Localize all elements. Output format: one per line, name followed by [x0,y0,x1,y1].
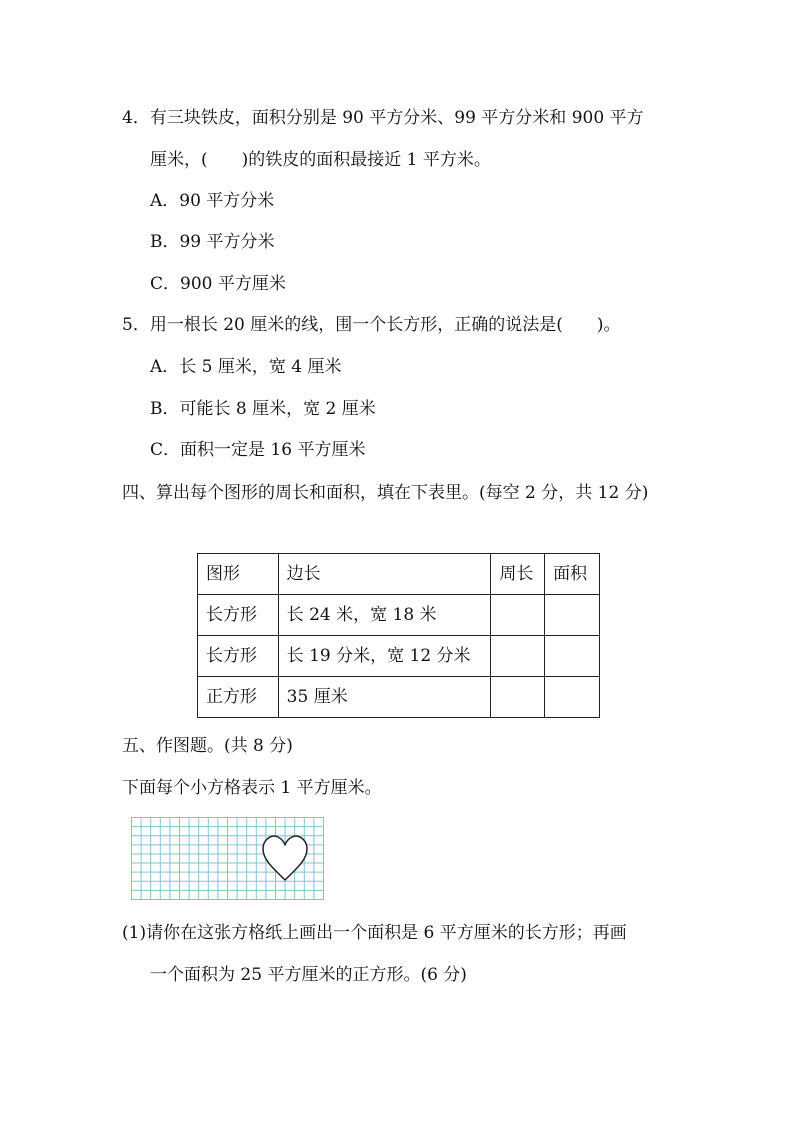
table-row [198,595,600,636]
table-header-cell: 图形 [198,554,279,595]
question-5-option-b: B．可能长 8 厘米，宽 2 厘米 [150,399,376,419]
graph-paper[interactable] [131,817,324,900]
question-5-text: 5．用一根长 20 厘米的线，围一个长方形，正确的说法是( )。 [122,315,621,335]
section-4-title: 四、算出每个图形的周长和面积，填在下表里。(每空 2 分，共 12 分) [122,483,649,503]
table-cell-perimeter[interactable] [491,595,545,636]
table-cell-shape: 长方形 [198,595,279,636]
question-5-option-a: A．长 5 厘米，宽 4 厘米 [150,357,342,377]
table-cell-sides: 长 24 米，宽 18 米 [278,595,491,636]
table-row [198,677,600,718]
table-cell-shape: 正方形 [198,677,279,718]
table-cell-perimeter[interactable] [491,677,545,718]
table-cell-area[interactable] [545,595,600,636]
table-cell-sides: 35 厘米 [278,677,491,718]
grid-note: 下面每个小方格表示 1 平方厘米。 [122,778,382,798]
question-4-text: 4．有三块铁皮，面积分别是 90 平方分米、99 平方分米和 900 平方 [122,108,644,128]
table-cell-area[interactable] [545,636,600,677]
table-header-cell: 面积 [545,554,600,595]
question-4-option-b: B．99 平方分米 [150,232,275,252]
table-cell-perimeter[interactable] [491,636,545,677]
table-header-row [198,554,600,595]
task-1-text: (1)请你在这张方格纸上画出一个面积是 6 平方厘米的长方形；再画 [122,923,627,943]
question-5-option-c: C．面积一定是 16 平方厘米 [150,440,366,460]
table-cell-shape: 长方形 [198,636,279,677]
perimeter-area-table [197,553,600,718]
table-header-cell: 周长 [491,554,545,595]
graph-paper-svg[interactable] [131,817,324,900]
table-cell-sides: 长 19 分米，宽 12 分米 [278,636,491,677]
question-4-option-a: A．90 平方分米 [150,191,275,211]
task-1-text-cont: 一个面积为 25 平方厘米的正方形。(6 分) [150,965,467,985]
question-4-text-cont: 厘米，( )的铁皮的面积最接近 1 平方米。 [150,150,491,170]
question-4-option-c: C．900 平方厘米 [150,274,286,294]
section-5-title: 五、作图题。(共 8 分) [122,736,293,756]
table-header-cell: 边长 [278,554,491,595]
table-cell-area[interactable] [545,677,600,718]
table-row [198,636,600,677]
